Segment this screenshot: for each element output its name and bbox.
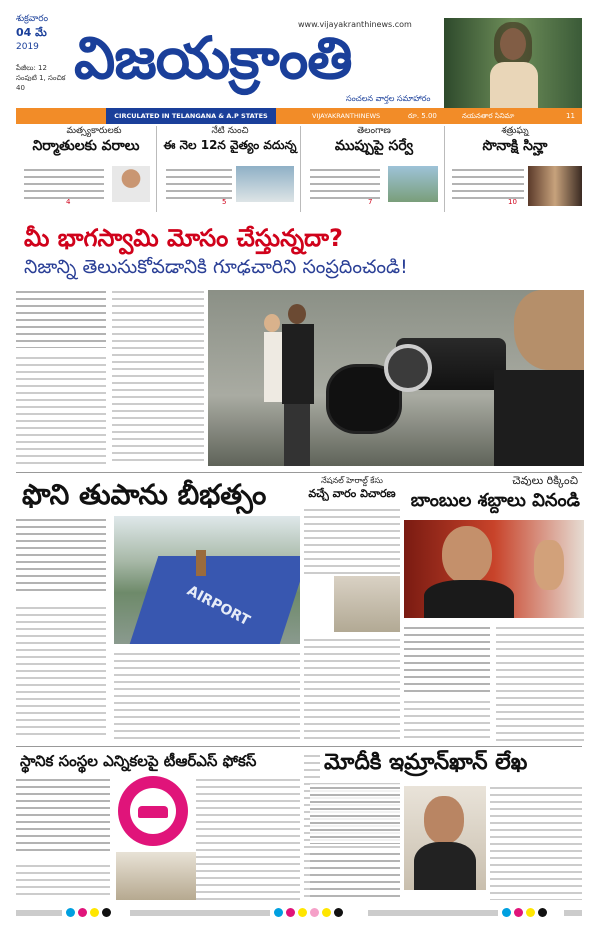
teaser-page: 10	[508, 198, 517, 206]
teaser-category: శత్రుఘ్న	[501, 126, 529, 136]
registration-bar	[16, 906, 582, 920]
rahul-kicker: చెవులు రిక్కించి	[512, 474, 578, 487]
car-icon	[138, 806, 168, 818]
teaser-row	[16, 126, 582, 212]
photographer-figure	[494, 290, 584, 466]
masthead-ad-photo	[444, 18, 582, 108]
middle-column-story	[112, 288, 204, 466]
masthead-tagline: సంచలన వార్తల సమాహారం	[346, 94, 431, 103]
teaser-page: 7	[368, 198, 373, 206]
local-body-headline: స్థానిక సంస్థల ఎన్నికలపై టీఆర్ఎస్ ఫోకస్	[20, 752, 257, 770]
pages-count: పేజీలు: 12	[16, 64, 47, 72]
teaser-page: 5	[222, 198, 227, 206]
rahul-photo	[404, 520, 584, 618]
date-day: శుక్రవారం	[16, 14, 49, 24]
price: రూ. 5.00	[408, 112, 437, 120]
rahul-story	[404, 474, 584, 742]
teaser-photo	[112, 166, 150, 202]
ad-banner-line2: నిజాన్ని తెలుసుకోవడానికి గూఢచారిని సంప్రదించండి!	[24, 256, 408, 278]
actress-figure	[490, 22, 538, 108]
ad-banner-line1: మీ భాగస్వామి మోసం చేస్తున్నదా?	[24, 224, 343, 252]
cmyk-marks	[66, 908, 126, 918]
cmyk-marks	[274, 908, 364, 918]
teaser-headline: సొనాక్షి సిన్హా	[482, 138, 548, 154]
masthead-title: విజయక్రాంతి	[74, 24, 352, 92]
court-building-photo	[334, 576, 400, 632]
teaser-photo	[528, 166, 582, 206]
date-year: 2019	[16, 42, 39, 52]
runway-text: AIRPORT	[184, 582, 253, 630]
teaser-headline: ముప్పుపై సర్వే	[334, 138, 414, 154]
teaser-2[interactable]	[160, 126, 301, 212]
court-subhead: వచ్చే వారం విచారణ	[308, 487, 396, 500]
masthead	[16, 14, 440, 110]
circulation-banner: CIRCULATED IN TELANGANA & A.P STATES	[106, 108, 276, 124]
cmyk-marks	[502, 908, 562, 918]
date-main: 04 మే	[16, 26, 47, 39]
website-url[interactable]: www.vijayakranthinews.com	[298, 20, 412, 29]
local-body-text	[196, 776, 300, 900]
social-handle: VIJAYAKRANTHINEWS	[312, 112, 381, 120]
teaser-category: నేటి నుంచి	[211, 126, 249, 136]
circulation-strip	[16, 108, 582, 124]
teaser-3[interactable]	[304, 126, 445, 212]
ad-caption: నయనతార సినిమా	[462, 112, 515, 120]
date-box	[16, 14, 72, 102]
cyclone-headline: ఫొని తుపాను బీభత్సం	[22, 478, 267, 511]
cyclone-bullets	[16, 516, 106, 736]
couple-figure	[264, 304, 314, 466]
left-column-story	[16, 288, 106, 466]
teaser-photo	[236, 166, 294, 202]
modi-story	[310, 784, 582, 900]
volume: సంపుటి 1, సంచిక 40	[16, 74, 66, 92]
teaser-category: తెలంగాణ	[357, 126, 391, 136]
modi-headline: మోదీకి ఇమ్రాన్‌ఖాన్ లేఖ	[320, 750, 531, 780]
teaser-4[interactable]	[448, 126, 582, 212]
rahul-headline: బాంబుల శబ్దాలు వినండి	[410, 490, 580, 511]
imran-khan-photo	[404, 786, 486, 890]
court-kicker: నేషనల్ హెరాల్డ్ కేసు	[321, 476, 383, 485]
detective-photo	[208, 290, 584, 466]
meeting-photo	[116, 852, 196, 900]
teaser-photo	[388, 166, 438, 202]
local-body-bullets	[16, 776, 110, 900]
cyclone-photo	[114, 516, 300, 644]
ad-page: 11	[566, 112, 575, 120]
court-story	[304, 476, 400, 742]
trs-logo	[118, 776, 188, 846]
teaser-headline: నిర్మాతులకు వరాలు	[32, 138, 140, 154]
teaser-category: మత్స్యకారులకు	[66, 126, 122, 136]
teaser-page: 4	[66, 198, 71, 206]
cyclone-body	[114, 650, 300, 740]
teaser-headline: ఈ నెల 12న వైత్యం వదున్న	[163, 138, 297, 152]
teaser-1[interactable]	[16, 126, 157, 212]
